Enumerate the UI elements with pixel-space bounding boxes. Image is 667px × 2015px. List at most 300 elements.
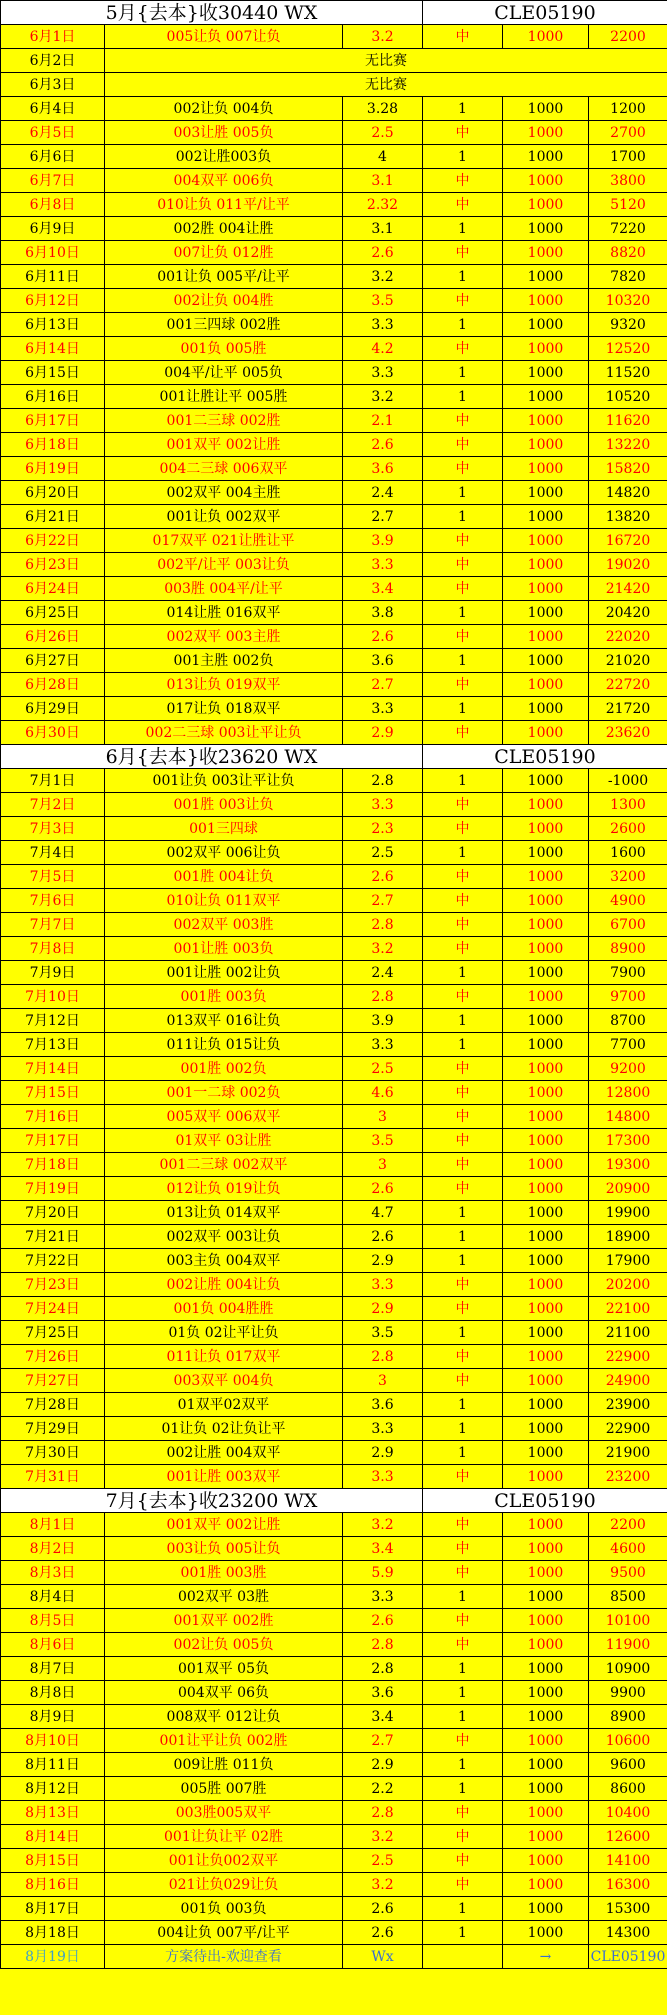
- stake-cell: 1000: [503, 1057, 589, 1081]
- table-row: [1, 1561, 667, 1585]
- date-cell: 6月29日: [1, 697, 105, 721]
- result-cell: 中: [423, 1801, 503, 1825]
- date-cell: 8月10日: [1, 1729, 105, 1753]
- footer-row: [1, 1945, 667, 1969]
- balance-cell: 17900: [589, 1249, 667, 1273]
- balance-cell: 23200: [589, 1465, 667, 1489]
- result-cell: 中: [423, 121, 503, 145]
- balance-cell: 1700: [589, 145, 667, 169]
- result-cell: 中: [423, 817, 503, 841]
- odds-cell: 3: [343, 1153, 423, 1177]
- result-cell: 1: [423, 1897, 503, 1921]
- match-cell: 001让负让平 02胜: [105, 1825, 343, 1849]
- section-header: [1, 745, 667, 769]
- stake-cell: 1000: [503, 1561, 589, 1585]
- stake-cell: 1000: [503, 985, 589, 1009]
- table-row: [1, 1849, 667, 1873]
- result-cell: 1: [423, 385, 503, 409]
- balance-cell: 22720: [589, 673, 667, 697]
- table-row: [1, 1753, 667, 1777]
- balance-cell: 14800: [589, 1105, 667, 1129]
- odds-cell: 2.2: [343, 1777, 423, 1801]
- odds-cell: 2.7: [343, 889, 423, 913]
- odds-cell: 2.6: [343, 625, 423, 649]
- stake-cell: 1000: [503, 481, 589, 505]
- stake-cell: 1000: [503, 697, 589, 721]
- match-cell: 002让负 005负: [105, 1633, 343, 1657]
- balance-cell: 6700: [589, 913, 667, 937]
- stake-cell: 1000: [503, 937, 589, 961]
- result-cell: 中: [423, 1873, 503, 1897]
- result-cell: 1: [423, 1321, 503, 1345]
- odds-cell: 3.3: [343, 361, 423, 385]
- odds-cell: 2.6: [343, 1921, 423, 1945]
- balance-cell: 16300: [589, 1873, 667, 1897]
- date-cell: 7月10日: [1, 985, 105, 1009]
- date-cell: 7月3日: [1, 817, 105, 841]
- balance-cell: 10100: [589, 1609, 667, 1633]
- table-row: [1, 1297, 667, 1321]
- balance-cell: 19900: [589, 1201, 667, 1225]
- stake-cell: 1000: [503, 241, 589, 265]
- result-cell: 中: [423, 1561, 503, 1585]
- result-cell: 中: [423, 1297, 503, 1321]
- arrow-icon: →: [503, 1945, 589, 1969]
- stake-cell: 1000: [503, 1897, 589, 1921]
- balance-cell: 9320: [589, 313, 667, 337]
- match-cell: 01让负 02让负让平: [105, 1417, 343, 1441]
- result-cell: 中: [423, 1081, 503, 1105]
- result-cell: 中: [423, 289, 503, 313]
- date-cell: 7月2日: [1, 793, 105, 817]
- odds-cell: 3.3: [343, 1465, 423, 1489]
- result-cell: 中: [423, 241, 503, 265]
- odds-cell: 2.4: [343, 481, 423, 505]
- match-cell: 001负 004胜胜: [105, 1297, 343, 1321]
- odds-cell: 3.1: [343, 169, 423, 193]
- balance-cell: 10520: [589, 385, 667, 409]
- result-cell: 1: [423, 1033, 503, 1057]
- balance-cell: 13220: [589, 433, 667, 457]
- date-cell: 7月28日: [1, 1393, 105, 1417]
- stake-cell: 1000: [503, 1321, 589, 1345]
- balance-cell: 24900: [589, 1369, 667, 1393]
- table-row: [1, 1417, 667, 1441]
- date-cell: 8月8日: [1, 1681, 105, 1705]
- odds-cell: 2.7: [343, 673, 423, 697]
- match-cell: 001双平 002让胜: [105, 1513, 343, 1537]
- match-cell: 001三四球: [105, 817, 343, 841]
- stake-cell: 1000: [503, 1249, 589, 1273]
- result-cell: 中: [423, 1345, 503, 1369]
- result-cell: 1: [423, 1201, 503, 1225]
- odds-cell: 2.3: [343, 817, 423, 841]
- date-cell: 7月21日: [1, 1225, 105, 1249]
- odds-cell: 2.8: [343, 1633, 423, 1657]
- stake-cell: 1000: [503, 601, 589, 625]
- balance-cell: 22020: [589, 625, 667, 649]
- result-cell: 中: [423, 1369, 503, 1393]
- date-cell: 8月4日: [1, 1585, 105, 1609]
- table-row: [1, 1633, 667, 1657]
- match-cell: 001让负 003让平让负: [105, 769, 343, 793]
- table-row: [1, 1201, 667, 1225]
- match-cell: 005双平 006双平: [105, 1105, 343, 1129]
- date-cell: 8月5日: [1, 1609, 105, 1633]
- table-row: [1, 1825, 667, 1849]
- result-cell: 中: [423, 1465, 503, 1489]
- result-cell: 1: [423, 1417, 503, 1441]
- table-row: [1, 1249, 667, 1273]
- balance-cell: 15300: [589, 1897, 667, 1921]
- stake-cell: 1000: [503, 217, 589, 241]
- odds-cell: 3.3: [343, 1273, 423, 1297]
- match-cell: 001胜 003胜: [105, 1561, 343, 1585]
- result-cell: 中: [423, 409, 503, 433]
- result-cell: 1: [423, 1009, 503, 1033]
- match-cell: 001三四球 002胜: [105, 313, 343, 337]
- balance-cell: 5120: [589, 193, 667, 217]
- odds-cell: 3: [343, 1105, 423, 1129]
- stake-cell: 1000: [503, 1441, 589, 1465]
- match-cell: 003主负 004双平: [105, 1249, 343, 1273]
- table-row: [1, 1609, 667, 1633]
- match-cell: 013让负 019双平: [105, 673, 343, 697]
- date-cell: 6月5日: [1, 121, 105, 145]
- date-cell: 8月3日: [1, 1561, 105, 1585]
- section-title: 5月{去本}收30440 WX: [1, 1, 423, 25]
- stake-cell: 1000: [503, 1465, 589, 1489]
- balance-cell: 9700: [589, 985, 667, 1009]
- odds-cell: 3.2: [343, 25, 423, 49]
- stake-cell: 1000: [503, 361, 589, 385]
- date-cell: 6月24日: [1, 577, 105, 601]
- odds-cell: 2.6: [343, 1609, 423, 1633]
- stake-cell: 1000: [503, 1681, 589, 1705]
- table-row: [1, 985, 667, 1009]
- result-cell: 1: [423, 217, 503, 241]
- match-cell: 005胜 007胜: [105, 1777, 343, 1801]
- date-cell: 7月9日: [1, 961, 105, 985]
- table-row: [1, 1777, 667, 1801]
- odds-cell: 2.8: [343, 913, 423, 937]
- balance-cell: 9500: [589, 1561, 667, 1585]
- result-cell: 中: [423, 937, 503, 961]
- result-cell: 中: [423, 889, 503, 913]
- match-cell: 002双平 003让负: [105, 1225, 343, 1249]
- balance-cell: 14820: [589, 481, 667, 505]
- date-cell: 6月10日: [1, 241, 105, 265]
- balance-cell: 12520: [589, 337, 667, 361]
- odds-cell: 4.6: [343, 1081, 423, 1105]
- match-cell: 001胜 004让负: [105, 865, 343, 889]
- stake-cell: 1000: [503, 121, 589, 145]
- table-row: [1, 577, 667, 601]
- result-cell: 1: [423, 481, 503, 505]
- balance-cell: 18900: [589, 1225, 667, 1249]
- result-cell: 中: [423, 793, 503, 817]
- result-cell: 中: [423, 1513, 503, 1537]
- balance-cell: 2200: [589, 25, 667, 49]
- result-cell: 中: [423, 337, 503, 361]
- date-cell: 7月24日: [1, 1297, 105, 1321]
- table-row: [1, 25, 667, 49]
- result-cell: 中: [423, 985, 503, 1009]
- date-cell: 7月31日: [1, 1465, 105, 1489]
- date-cell: 7月30日: [1, 1441, 105, 1465]
- result-cell: 中: [423, 457, 503, 481]
- match-cell: 001让胜 003负: [105, 937, 343, 961]
- table-row: [1, 1465, 667, 1489]
- balance-cell: 8900: [589, 937, 667, 961]
- table-row: [1, 73, 667, 97]
- result-cell: 中: [423, 1105, 503, 1129]
- match-cell: 007让负 012胜: [105, 241, 343, 265]
- balance-cell: 23900: [589, 1393, 667, 1417]
- odds-cell: 2.5: [343, 1849, 423, 1873]
- result-cell: 中: [423, 1729, 503, 1753]
- result-cell: 1: [423, 145, 503, 169]
- balance-cell: 9200: [589, 1057, 667, 1081]
- odds-cell: 3.3: [343, 1417, 423, 1441]
- stake-cell: 1000: [503, 145, 589, 169]
- table-row: [1, 1897, 667, 1921]
- result-cell: 1: [423, 505, 503, 529]
- date-cell: 6月23日: [1, 553, 105, 577]
- balance-cell: -1000: [589, 769, 667, 793]
- stake-cell: 1000: [503, 457, 589, 481]
- table-row: [1, 49, 667, 73]
- odds-cell: 3.2: [343, 1873, 423, 1897]
- stake-cell: 1000: [503, 1921, 589, 1945]
- odds-cell: 2.5: [343, 121, 423, 145]
- balance-cell: 8900: [589, 1705, 667, 1729]
- table-row: [1, 1513, 667, 1537]
- stake-cell: 1000: [503, 1801, 589, 1825]
- table-body: [1, 1, 667, 1969]
- result-cell: 1: [423, 1681, 503, 1705]
- date-cell: 7月23日: [1, 1273, 105, 1297]
- odds-cell: 2.9: [343, 1297, 423, 1321]
- table-row: [1, 1177, 667, 1201]
- stake-cell: 1000: [503, 1009, 589, 1033]
- odds-cell: 2.6: [343, 1897, 423, 1921]
- result-cell: 1: [423, 697, 503, 721]
- date-cell: 6月22日: [1, 529, 105, 553]
- table-row: [1, 697, 667, 721]
- result-cell: 中: [423, 1633, 503, 1657]
- stake-cell: 1000: [503, 1777, 589, 1801]
- result-cell: 1: [423, 361, 503, 385]
- table-row: [1, 265, 667, 289]
- stake-cell: 1000: [503, 913, 589, 937]
- stake-cell: 1000: [503, 1393, 589, 1417]
- balance-cell: 10320: [589, 289, 667, 313]
- stake-cell: 1000: [503, 577, 589, 601]
- match-cell: 001让负 002双平: [105, 505, 343, 529]
- stake-cell: 1000: [503, 1081, 589, 1105]
- odds-cell: 2.6: [343, 433, 423, 457]
- match-cell: 010让负 011平/让平: [105, 193, 343, 217]
- date-cell: 8月11日: [1, 1753, 105, 1777]
- match-cell: 002让负 004胜: [105, 289, 343, 313]
- stake-cell: 1000: [503, 1417, 589, 1441]
- odds-cell: 2.32: [343, 193, 423, 217]
- table-row: [1, 1705, 667, 1729]
- date-cell: 6月13日: [1, 313, 105, 337]
- match-cell: 001胜 003让负: [105, 793, 343, 817]
- table-row: [1, 553, 667, 577]
- date-cell: 6月14日: [1, 337, 105, 361]
- result-cell: 中: [423, 673, 503, 697]
- section-code: CLE05190: [423, 745, 667, 769]
- date-cell: 8月12日: [1, 1777, 105, 1801]
- match-cell: 004二三球 006双平: [105, 457, 343, 481]
- date-cell: 7月14日: [1, 1057, 105, 1081]
- match-cell: 010让负 011双平: [105, 889, 343, 913]
- odds-cell: 2.8: [343, 769, 423, 793]
- odds-cell: 2.7: [343, 1729, 423, 1753]
- stake-cell: 1000: [503, 1585, 589, 1609]
- no-match-cell: 无比赛: [105, 49, 667, 73]
- table-row: [1, 1393, 667, 1417]
- match-cell: 002双平 003主胜: [105, 625, 343, 649]
- balance-cell: 15820: [589, 457, 667, 481]
- stake-cell: 1000: [503, 97, 589, 121]
- balance-cell: 8600: [589, 1777, 667, 1801]
- balance-cell: 21100: [589, 1321, 667, 1345]
- result-cell: 1: [423, 1921, 503, 1945]
- no-match-cell: 无比赛: [105, 73, 667, 97]
- stake-cell: 1000: [503, 553, 589, 577]
- match-cell: 011让负 015让负: [105, 1033, 343, 1057]
- table-row: [1, 601, 667, 625]
- balance-cell: 20900: [589, 1177, 667, 1201]
- footer-date: 8月19日: [1, 1945, 105, 1969]
- match-cell: 001负 005胜: [105, 337, 343, 361]
- match-cell: 002双平 03胜: [105, 1585, 343, 1609]
- match-cell: 004平/让平 005负: [105, 361, 343, 385]
- stake-cell: 1000: [503, 961, 589, 985]
- stake-cell: 1000: [503, 865, 589, 889]
- date-cell: 7月25日: [1, 1321, 105, 1345]
- odds-cell: 2.8: [343, 1801, 423, 1825]
- date-cell: 8月16日: [1, 1873, 105, 1897]
- date-cell: 6月30日: [1, 721, 105, 745]
- match-cell: 021让负029让负: [105, 1873, 343, 1897]
- balance-cell: 3200: [589, 865, 667, 889]
- stake-cell: 1000: [503, 289, 589, 313]
- table-row: [1, 457, 667, 481]
- date-cell: 6月11日: [1, 265, 105, 289]
- odds-cell: 2.7: [343, 505, 423, 529]
- result-cell: 1: [423, 1441, 503, 1465]
- odds-cell: 2.4: [343, 961, 423, 985]
- date-cell: 6月6日: [1, 145, 105, 169]
- balance-cell: 22900: [589, 1345, 667, 1369]
- odds-cell: 2.1: [343, 409, 423, 433]
- date-cell: 6月1日: [1, 25, 105, 49]
- date-cell: 8月18日: [1, 1921, 105, 1945]
- odds-cell: 3.6: [343, 1393, 423, 1417]
- match-cell: 002让胜003负: [105, 145, 343, 169]
- match-cell: 002胜 004让胜: [105, 217, 343, 241]
- odds-cell: 3.3: [343, 1033, 423, 1057]
- table-row: [1, 121, 667, 145]
- odds-cell: 3: [343, 1369, 423, 1393]
- balance-cell: 1200: [589, 97, 667, 121]
- stake-cell: 1000: [503, 25, 589, 49]
- stake-cell: 1000: [503, 1729, 589, 1753]
- stake-cell: 1000: [503, 1273, 589, 1297]
- stake-cell: 1000: [503, 1153, 589, 1177]
- balance-cell: 10400: [589, 1801, 667, 1825]
- balance-cell: 23620: [589, 721, 667, 745]
- odds-cell: 3.2: [343, 385, 423, 409]
- date-cell: 7月19日: [1, 1177, 105, 1201]
- stake-cell: 1000: [503, 889, 589, 913]
- table-row: [1, 385, 667, 409]
- balance-cell: 11900: [589, 1633, 667, 1657]
- date-cell: 7月20日: [1, 1201, 105, 1225]
- result-cell: 中: [423, 1609, 503, 1633]
- match-cell: 003让负 005让负: [105, 1537, 343, 1561]
- table-row: [1, 1537, 667, 1561]
- odds-cell: 2.6: [343, 241, 423, 265]
- table-row: [1, 337, 667, 361]
- date-cell: 6月9日: [1, 217, 105, 241]
- stake-cell: 1000: [503, 817, 589, 841]
- odds-cell: 2.8: [343, 1657, 423, 1681]
- date-cell: 8月9日: [1, 1705, 105, 1729]
- stake-cell: 1000: [503, 1825, 589, 1849]
- table-row: [1, 1729, 667, 1753]
- odds-cell: 5.9: [343, 1561, 423, 1585]
- stake-cell: 1000: [503, 1633, 589, 1657]
- stake-cell: 1000: [503, 625, 589, 649]
- balance-cell: 21720: [589, 697, 667, 721]
- date-cell: 6月21日: [1, 505, 105, 529]
- table-row: [1, 1321, 667, 1345]
- date-cell: 6月26日: [1, 625, 105, 649]
- balance-cell: 1600: [589, 841, 667, 865]
- date-cell: 6月25日: [1, 601, 105, 625]
- stake-cell: 1000: [503, 649, 589, 673]
- balance-cell: 19300: [589, 1153, 667, 1177]
- match-cell: 001主胜 002负: [105, 649, 343, 673]
- balance-cell: 12600: [589, 1825, 667, 1849]
- table-row: [1, 1921, 667, 1945]
- date-cell: 6月7日: [1, 169, 105, 193]
- table-row: [1, 913, 667, 937]
- date-cell: 7月1日: [1, 769, 105, 793]
- odds-cell: 3.3: [343, 553, 423, 577]
- date-cell: 8月14日: [1, 1825, 105, 1849]
- match-cell: 002二三球 003让平让负: [105, 721, 343, 745]
- odds-cell: 3.8: [343, 601, 423, 625]
- balance-cell: 22900: [589, 1417, 667, 1441]
- match-cell: 003胜 004平/让平: [105, 577, 343, 601]
- table-row: [1, 1345, 667, 1369]
- date-cell: 6月12日: [1, 289, 105, 313]
- match-cell: 003双平 004负: [105, 1369, 343, 1393]
- table-row: [1, 1057, 667, 1081]
- table-row: [1, 673, 667, 697]
- date-cell: 7月13日: [1, 1033, 105, 1057]
- stake-cell: 1000: [503, 529, 589, 553]
- table-row: [1, 793, 667, 817]
- odds-cell: 3.4: [343, 1705, 423, 1729]
